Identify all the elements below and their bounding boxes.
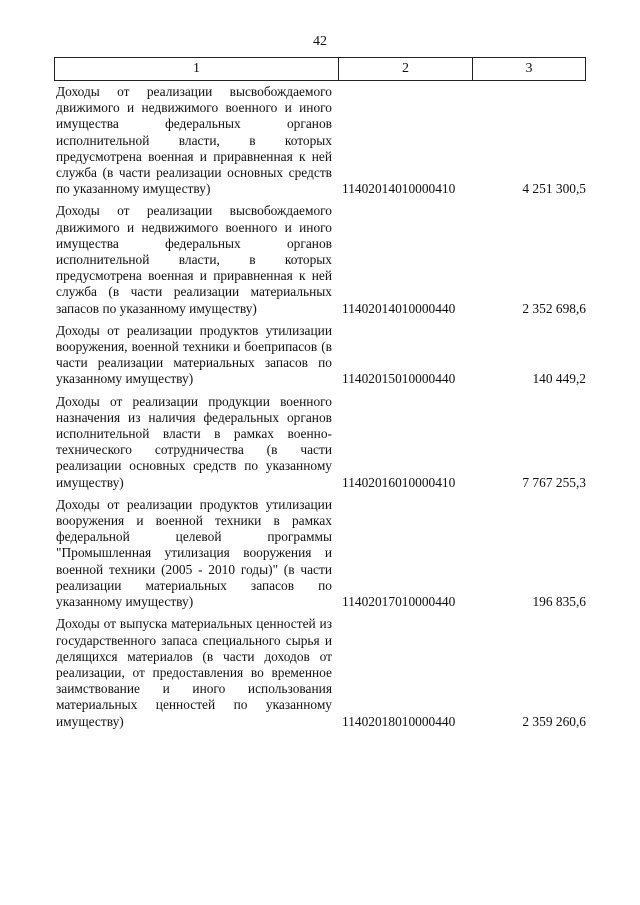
header-col-2: 2: [339, 58, 473, 80]
header-col-3: 3: [525, 61, 533, 76]
page-number: 42: [313, 34, 327, 49]
row-amount: 7 767 255,3: [522, 474, 586, 490]
row-description: Доходы от реализации высвобождаемого движимого и недвижимого военного и иного имущества федеральных органов исполнительной власти, в которых предусмотрена военная и приравненная к ней служба (в части реализации материальных запасов по указанному имуществу): [56, 203, 332, 316]
row-code: 11402016010000410: [342, 474, 456, 490]
row-code: 11402017010000440: [342, 594, 456, 610]
table-row: [56, 323, 586, 388]
row-amount: 196 835,6: [532, 594, 586, 610]
row-description: Доходы от реализации продуктов утилизации вооружения и военной техники в рамках федеральной целевой программы "Промышленная утилизация вооружения и военной техники (2005 - 2010 годы)" (в части реализации материальных запасов по указанному имуществу): [56, 496, 332, 610]
table-row: [56, 84, 586, 197]
row-amount: 140 449,2: [532, 371, 586, 387]
row-amount: 2 359 260,6: [522, 713, 586, 729]
row-code: 11402014010000410: [342, 181, 456, 197]
table-body: [56, 84, 586, 736]
row-code: 11402014010000440: [342, 300, 456, 316]
row-description: Доходы от реализации продукции военного назначения из наличия федеральных органов исполнительной власти в рамках военно-технического сотрудничества (в части реализации основных средств по указанному имуществу): [56, 393, 332, 490]
table-row: [56, 497, 586, 610]
row-code: 11402015010000440: [342, 371, 456, 387]
row-description: Доходы от реализации продуктов утилизации вооружения, военной техники и боеприпасов (в части реализации материальных запасов по указанному имуществу): [56, 322, 332, 387]
table-header: [54, 57, 586, 81]
row-amount: 2 352 698,6: [522, 300, 586, 316]
table-row: [56, 394, 586, 491]
row-description: Доходы от реализации высвобождаемого движимого и недвижимого военного и иного имущества федеральных органов исполнительной власти, в которых предусмотрена военная и приравненная к ней служба (в части реализации основных средств по указанному имуществу): [56, 84, 332, 197]
row-amount: 4 251 300,5: [522, 181, 586, 197]
header-col-1: 1: [55, 58, 339, 80]
row-code: 11402018010000440: [342, 713, 456, 729]
row-description: Доходы от выпуска материальных ценностей из государственного запаса специального сырья и делящихся материалов (в части доходов от реализации, от предоставления во временное заимствование и иного использования материальных ценностей по указанному имуществу): [56, 616, 332, 729]
table-row: [56, 616, 586, 729]
table-row: [56, 203, 586, 316]
